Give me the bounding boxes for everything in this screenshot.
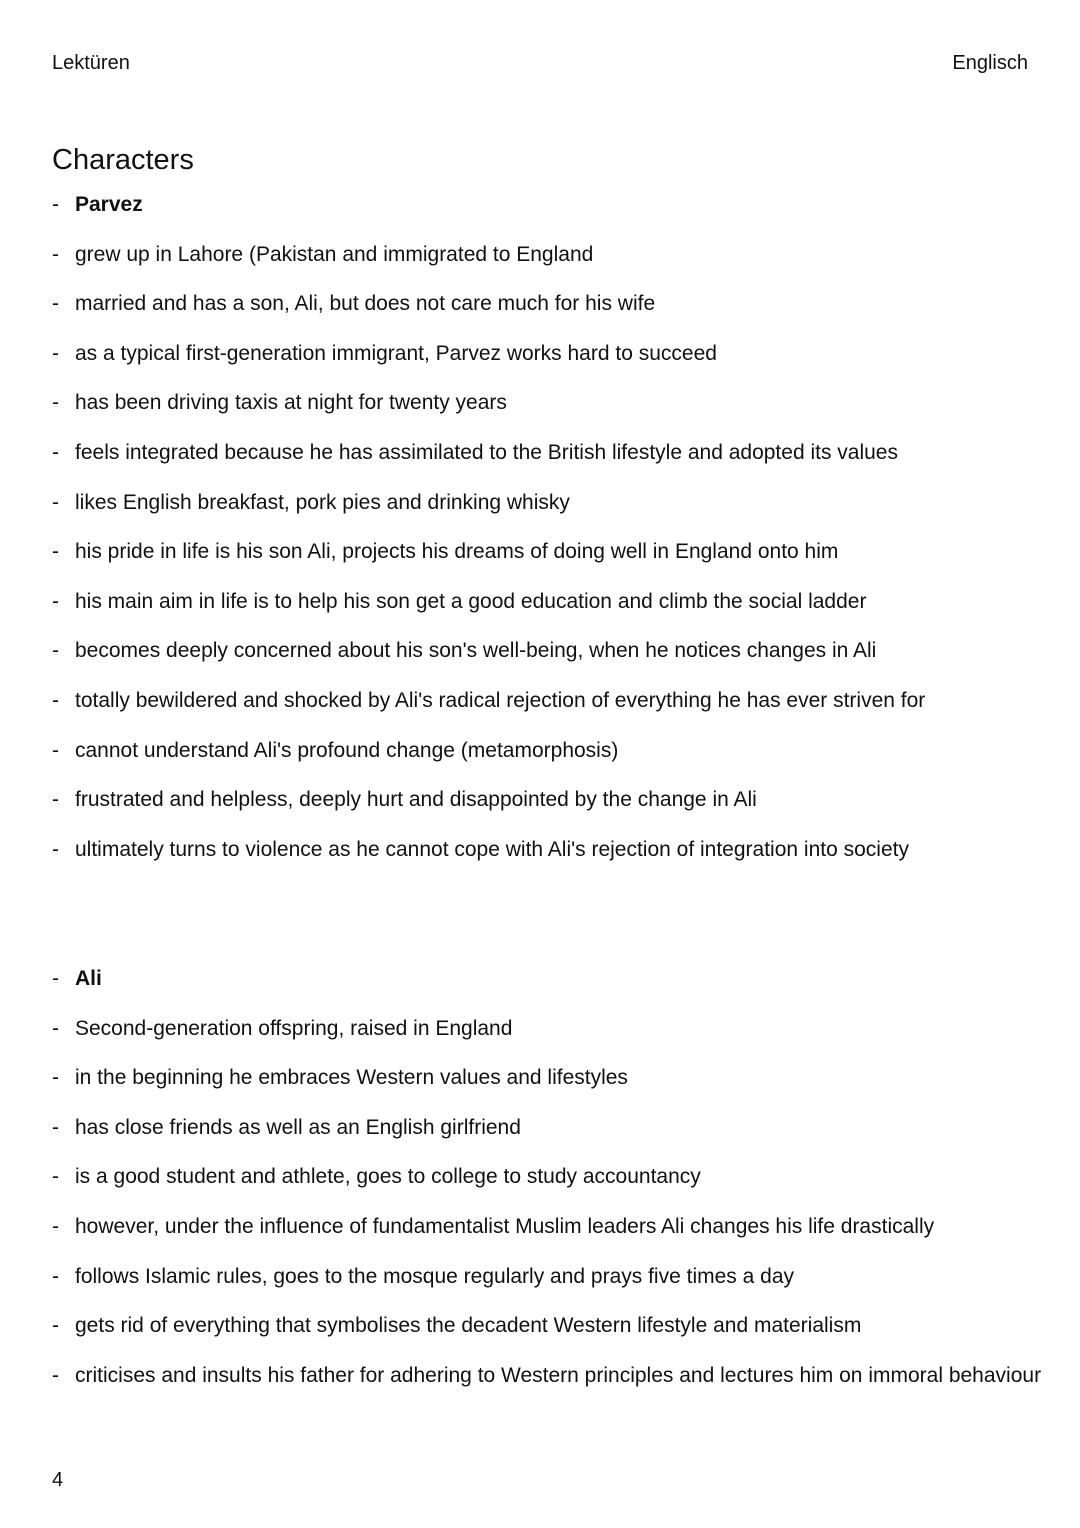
bullet-dash: - <box>52 967 59 990</box>
list-item-text: grew up in Lahore (Pakistan and immigrated to England <box>75 242 594 266</box>
list-item <box>52 588 1042 616</box>
list-item-text: becomes deeply concerned about his son's well-being, when he notices changes in Ali <box>75 639 877 663</box>
list-item-text: ultimately turns to violence as he cannot cope with Ali's rejection of integration into society <box>75 837 909 861</box>
list-item-text: as a typical first-generation immigrant, Parvez works hard to succeed <box>75 341 717 365</box>
list-item <box>52 1312 1042 1340</box>
list-item-text: married and has a son, Ali, but does not care much for his wife <box>75 292 656 316</box>
list-item-text: feels integrated because he has assimilated to the British lifestyle and adopted its values <box>75 440 898 464</box>
list-item <box>52 389 1042 417</box>
header-subject-category: Lektüren <box>52 52 130 74</box>
bullet-dash: - <box>52 242 59 266</box>
bullet-dash: - <box>52 639 59 663</box>
list-item-text: gets rid of everything that symbolises the decadent Western lifestyle and materialism <box>75 1314 862 1338</box>
bullet-dash: - <box>52 1264 59 1288</box>
bullet-dash: - <box>52 1066 59 1090</box>
list-item-text: cannot understand Ali's profound change (metamorphosis) <box>75 738 619 762</box>
list-item <box>52 737 1042 765</box>
page-title: Characters <box>52 144 194 176</box>
list-item <box>52 786 1042 814</box>
page-number: 4 <box>52 1469 64 1491</box>
bullet-dash: - <box>52 837 59 861</box>
list-item-text: has been driving taxis at night for twenty years <box>75 391 507 415</box>
bullet-dash: - <box>52 738 59 762</box>
bullet-dash: - <box>52 193 59 216</box>
bullet-dash: - <box>52 1363 59 1387</box>
list-item-text: his main aim in life is to help his son get a good education and climb the social ladder <box>75 589 867 613</box>
list-item <box>52 340 1042 368</box>
list-item <box>52 687 1042 715</box>
bullet-dash: - <box>52 540 59 564</box>
bullet-dash: - <box>52 1165 59 1189</box>
bullet-dash: - <box>52 292 59 316</box>
list-item-text: frustrated and helpless, deeply hurt and disappointed by the change in Ali <box>75 788 757 812</box>
bullet-dash: - <box>52 391 59 415</box>
bullet-dash: - <box>52 688 59 712</box>
list-item <box>52 1114 1042 1142</box>
ali-list <box>52 965 1042 1411</box>
list-item <box>52 1362 1042 1390</box>
list-item-text: Ali <box>75 967 102 990</box>
bullet-dash: - <box>52 1314 59 1338</box>
list-item-text: is a good student and athlete, goes to college to study accountancy <box>75 1165 701 1189</box>
bullet-dash: - <box>52 1115 59 1139</box>
list-item <box>52 439 1042 467</box>
list-item <box>52 1064 1042 1092</box>
list-item-text: Second-generation offspring, raised in England <box>75 1016 513 1040</box>
list-item-text: follows Islamic rules, goes to the mosque regularly and prays five times a day <box>75 1264 794 1288</box>
list-item <box>52 538 1042 566</box>
list-item-text: his pride in life is his son Ali, projects his dreams of doing well in England onto him <box>75 540 839 564</box>
parvez-list <box>52 191 1042 885</box>
list-item <box>52 241 1042 269</box>
bullet-dash: - <box>52 589 59 613</box>
bullet-dash: - <box>52 788 59 812</box>
list-item-text: has close friends as well as an English girlfriend <box>75 1115 521 1139</box>
list-item <box>52 489 1042 517</box>
list-item <box>52 1263 1042 1291</box>
list-item <box>52 1213 1042 1241</box>
list-item <box>52 1163 1042 1191</box>
list-item-text: criticises and insults his father for adhering to Western principles and lectures him on immoral behaviour <box>75 1363 1042 1387</box>
list-item-text: in the beginning he embraces Western values and lifestyles <box>75 1066 628 1090</box>
bullet-dash: - <box>52 1214 59 1238</box>
list-item-text: likes English breakfast, pork pies and drinking whisky <box>75 490 570 514</box>
character-name <box>52 965 1042 993</box>
bullet-dash: - <box>52 341 59 365</box>
bullet-dash: - <box>52 1016 59 1040</box>
header-subject: Englisch <box>952 52 1028 74</box>
bullet-dash: - <box>52 490 59 514</box>
list-item <box>52 836 1042 864</box>
list-item-text: Parvez <box>75 193 143 216</box>
list-item <box>52 637 1042 665</box>
bullet-dash: - <box>52 440 59 464</box>
character-name <box>52 191 1042 219</box>
list-item-text: totally bewildered and shocked by Ali's radical rejection of everything he has ever striven for <box>75 688 926 712</box>
list-item <box>52 1015 1042 1043</box>
list-item <box>52 290 1042 318</box>
list-item-text: however, under the influence of fundamentalist Muslim leaders Ali changes his life drastically <box>75 1214 935 1238</box>
